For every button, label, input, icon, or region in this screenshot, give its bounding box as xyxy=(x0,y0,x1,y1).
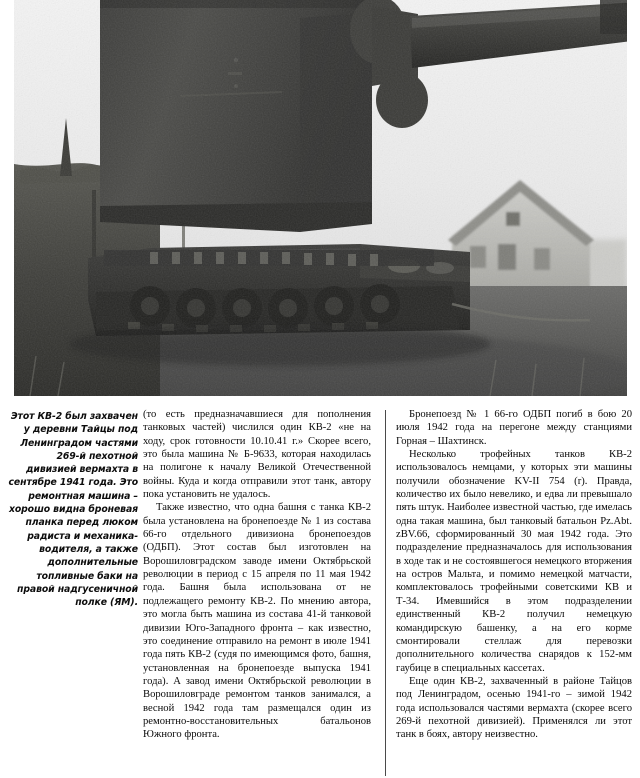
photo-caption-text: Этот КВ-2 был захвачен у деревни Тайцы под Ленинградом частями 269-й пехотной дивизией вермахта в сентябре 1941 года. Это ремонтная машина – хорошо видна броневая планка перед люком радиста и механика-водителя, а также дополнительные топливные баки на правой надгусеничной полке (ЯМ). xyxy=(8,411,138,609)
paragraph: Еще один КВ-2, захваченный в районе Тайцов под Ленинградом, осенью 1941-го – зимой 1942 года использовался частями вермахта (скорее всего 269-й пехотной дивизией). Применялся ли этот танк в боях, автору неизвестно. xyxy=(396,675,632,741)
article-text-area xyxy=(0,398,640,778)
photo-caption xyxy=(8,410,138,609)
column-divider-rule xyxy=(385,410,386,776)
paragraph: Бронепоезд № 1 66-го ОДБП погиб в бою 20 июля 1942 года на перегоне между станциями Горная – Шахтинск. xyxy=(396,409,632,447)
paragraph: Несколько трофейных танков КВ-2 использовалось немцами, у которых эти машины получили обозначение KV-II 754 (r). Правда, количество их было невелико, и едва ли превышало пять штук. Наиболее известной частью, где имелась одна такая машина, был танковый батальон Pz.Abt. zBV.66, сформированный 30 мая 1942 года. Это подразделение предназначалось для использования в ходе так и не состоявшегося немецкого вторжения на остров Мальта, и помимо немецкой матчасти, комплектовалось трофейными советскими КВ и Т-34. Имевшийся в этом подразделении единственный КВ-2 получил немецкую командирскую башенку, а на его корме смонтировали стеллаж для перевозки дополнительного количества снарядов к 152-мм гаубице в специальных кассетах. xyxy=(396,449,632,674)
paragraph: (то есть предназначавшиеся для пополнения танковых частей) числился один КВ-2 «не на ходу, срок готовности 10.10.41 г.» Скорее всего, это была машина № Б-9633, которая находилась на полигоне к началу Великой Отечественной войны. Куда и когда отправили этот танк, автору пока установить не удалось. xyxy=(143,409,371,501)
text-column-right xyxy=(396,408,632,742)
paragraph: Также известно, что одна башня с танка КВ-2 была установлена на бронепоезде № 1 из состава 66-го отдельного дивизиона бронепоездов (ОДБП). Этот состав был изготовлен на Ворошиловградском заводе имени Октябрьской революции в период с 15 апреля по 11 мая 1942 года. Башня была использована от не подлежащего ремонту КВ-2. По мнению автора, это могла быть машина из состава 41-й танковой дивизии Юго-Западного фронта – как известно, это соединение отправило на ремонт в июле 1941 года пять КВ-2 (судя по имеющимся фото, башня, установленная на бронепоезде выпуска 1941 года). А завод имени Октябрьской революции в Ворошиловграде ремонтом танков занимался, а весной 1942 года там размещался один из ремонтно-восстановительных батальонов Южного фронта. xyxy=(143,502,371,741)
text-column-middle xyxy=(143,408,371,742)
